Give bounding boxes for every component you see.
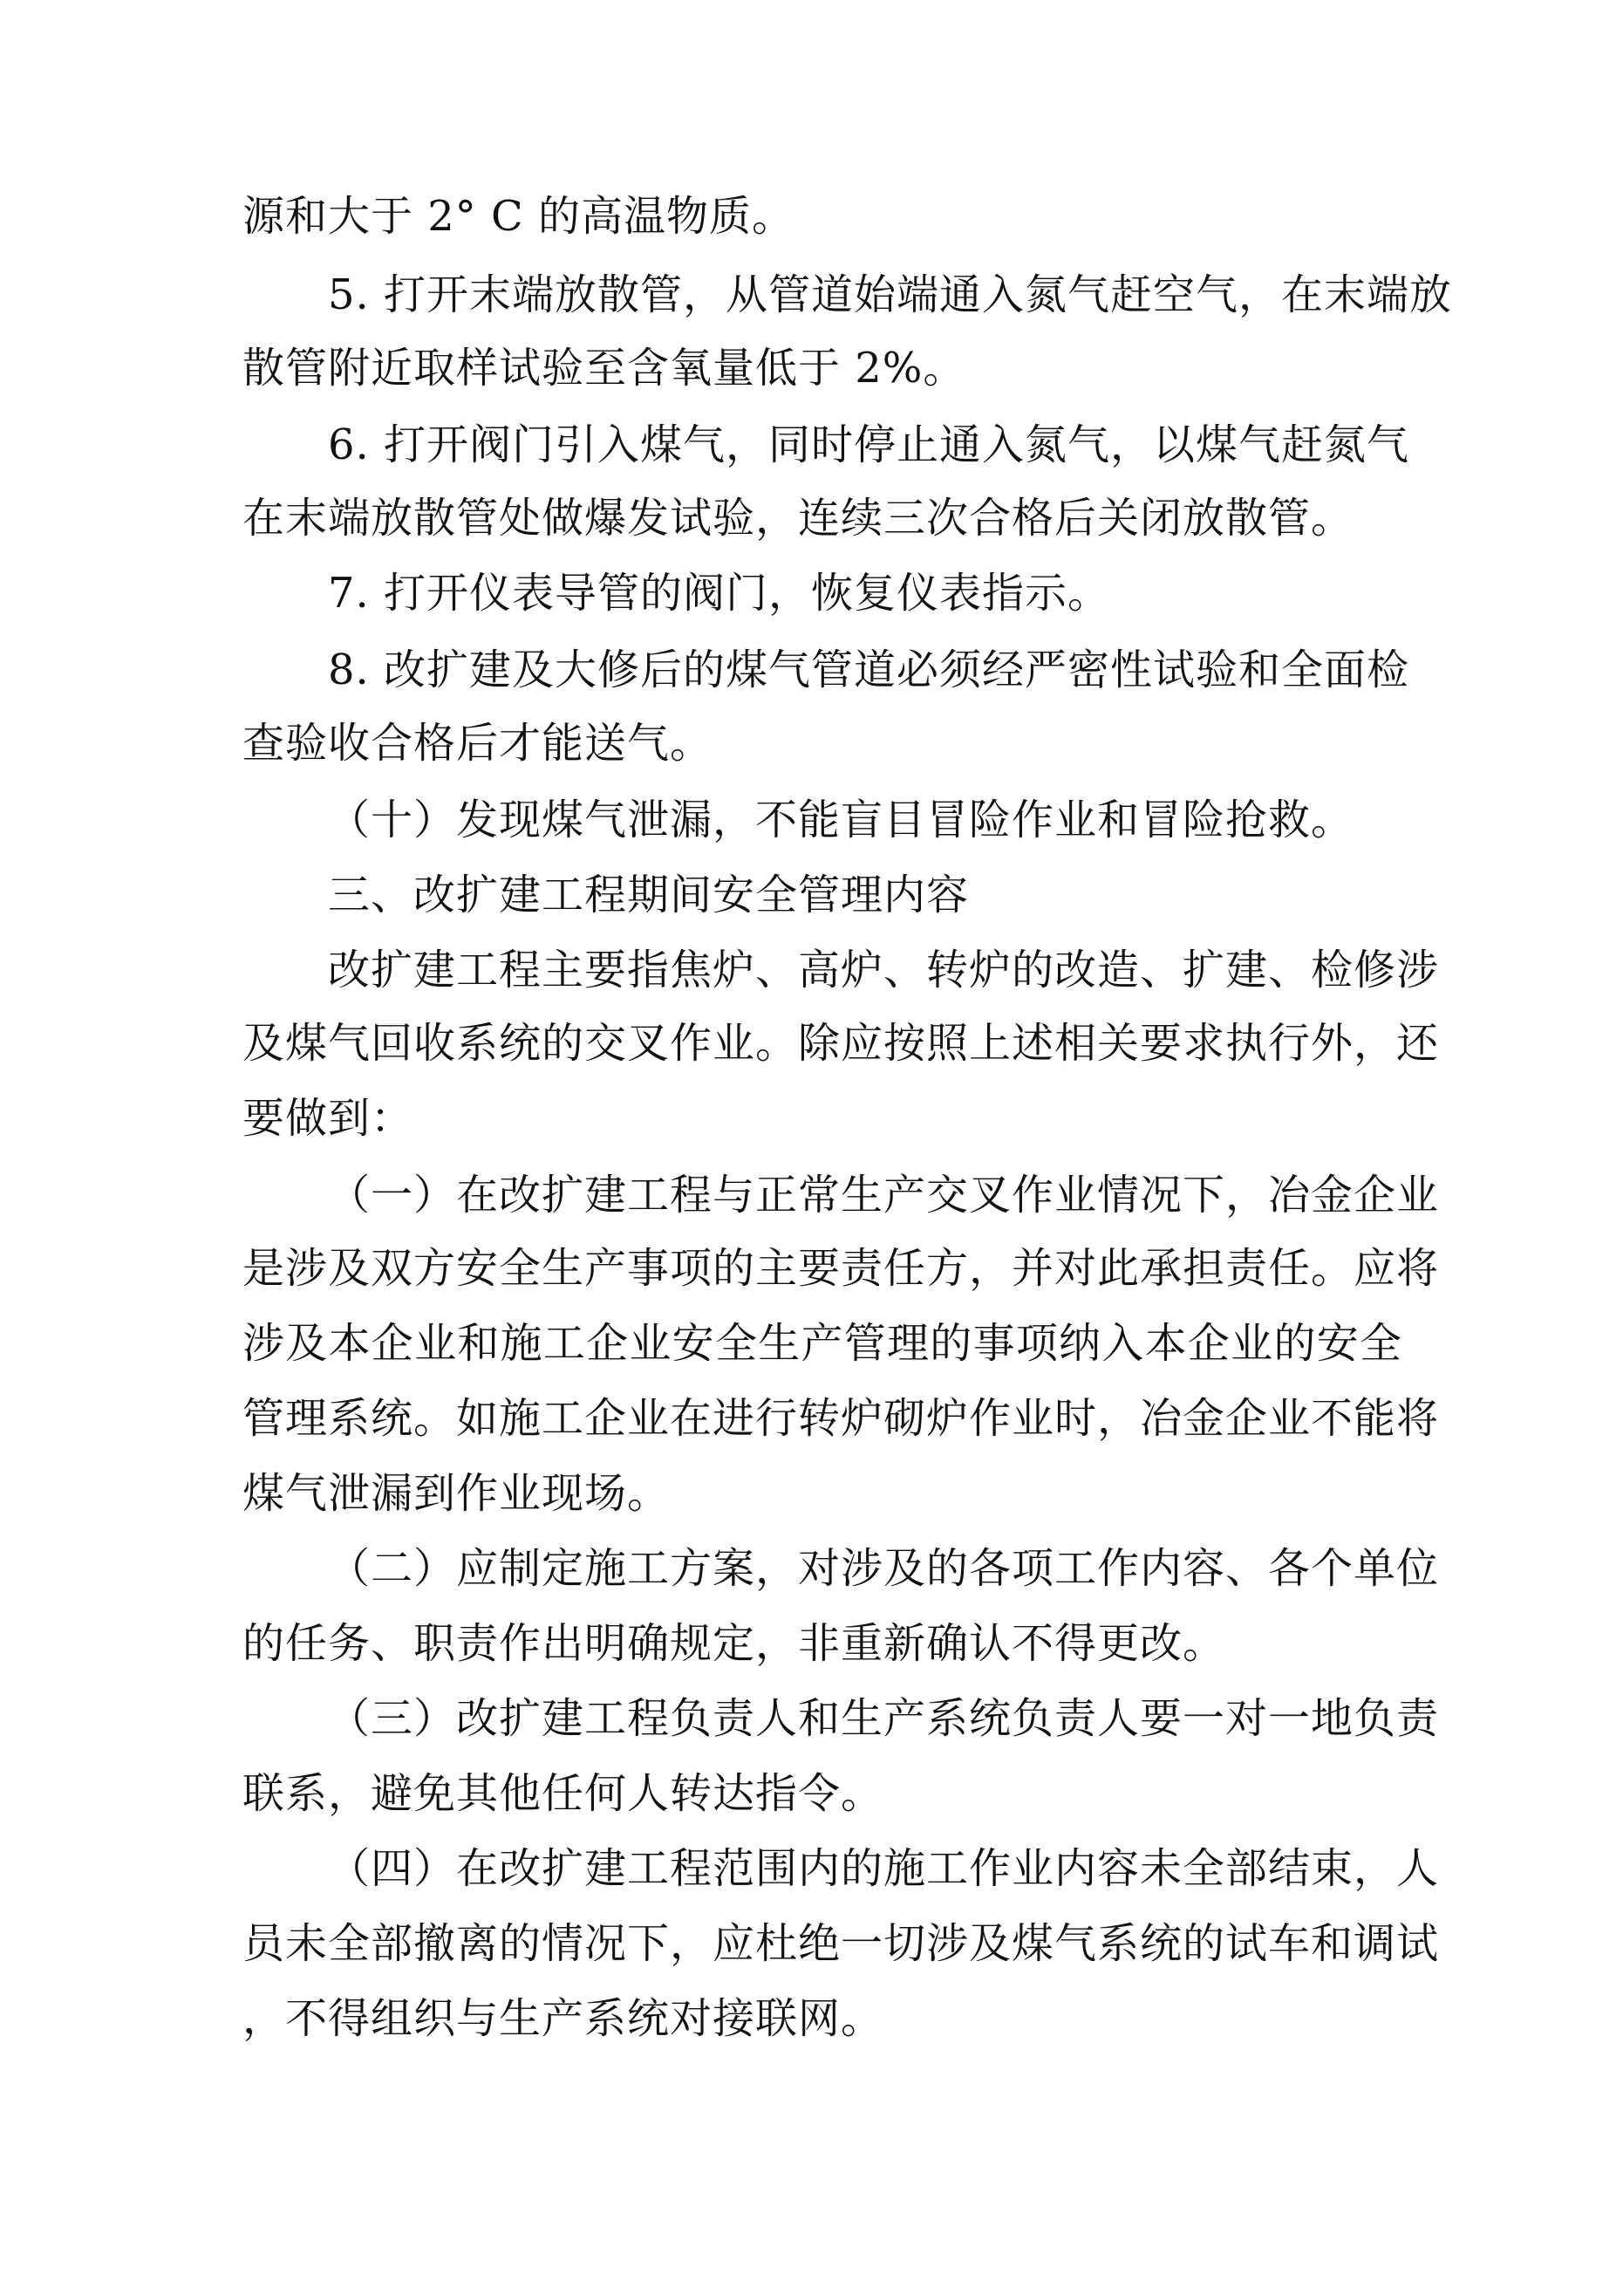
- text-line-clause-2-cont: 的任务、职责作出明确规定，非重新确认不得更改。: [242, 1619, 1226, 1668]
- text-line-clause-1: （一）在改扩建工程与正常生产交叉作业情况下，冶金企业: [328, 1171, 1440, 1220]
- text-line-item-8: 8. 改扩建及大修后的煤气管道必须经严密性试验和全面检: [328, 646, 1410, 694]
- text-line-item-5-cont: 散管附近取样试验至含氧量低于 2%。: [242, 344, 966, 393]
- text-line-clause-4: （四）在改扩建工程范围内的施工作业内容未全部结束，人: [328, 1844, 1440, 1893]
- text-line-intro-cont-1: 及煤气回收系统的交叉作业。除应按照上述相关要求执行外，还: [242, 1019, 1440, 1068]
- text-line-continuation: 源和大于 2° C 的高温物质。: [242, 192, 795, 241]
- text-line-item-5: 5. 打开末端放散管，从管道始端通入氮气赶空气，在末端放: [328, 270, 1453, 319]
- text-line-item-6-cont: 在末端放散管处做爆发试验，连续三次合格后关闭放散管。: [242, 494, 1354, 543]
- section-heading-3: 三、改扩建工程期间安全管理内容: [328, 871, 970, 919]
- text-line-item-7: 7. 打开仪表导管的阀门，恢复仪表指示。: [328, 569, 1111, 618]
- text-line-clause-2: （二）应制定施工方案，对涉及的各项工作内容、各个单位: [328, 1544, 1440, 1593]
- text-line-clause-3: （三）改扩建工程负责人和生产系统负责人要一对一地负责: [328, 1694, 1440, 1743]
- text-line-clause-1-cont-2: 涉及本企业和施工企业安全生产管理的事项纳入本企业的安全: [242, 1319, 1402, 1368]
- text-line-item-10: （十）发现煤气泄漏，不能盲目冒险作业和冒险抢救。: [328, 796, 1354, 844]
- text-line-clause-4-cont-1: 员未全部撤离的情况下，应杜绝一切涉及煤气系统的试车和调试: [242, 1919, 1440, 1968]
- text-line-clause-1-cont-4: 煤气泄漏到作业现场。: [242, 1469, 671, 1518]
- text-line-clause-4-cont-2: ，不得组织与生产系统对接联网。: [242, 1994, 884, 2043]
- text-line-clause-3-cont: 联系，避免其他任何人转达指令。: [242, 1769, 884, 1818]
- text-line-intro-cont-2: 要做到：: [242, 1094, 414, 1143]
- text-line-clause-1-cont-1: 是涉及双方安全生产事项的主要责任方，并对此承担责任。应将: [242, 1244, 1440, 1293]
- text-line-item-8-cont: 查验收合格后才能送气。: [242, 719, 713, 768]
- text-line-clause-1-cont-3: 管理系统。如施工企业在进行转炉砌炉作业时，冶金企业不能将: [242, 1394, 1440, 1443]
- text-line-intro: 改扩建工程主要指焦炉、高炉、转炉的改造、扩建、检修涉: [328, 946, 1440, 994]
- text-line-item-6: 6. 打开阀门引入煤气，同时停止通入氮气，以煤气赶氮气: [328, 420, 1410, 469]
